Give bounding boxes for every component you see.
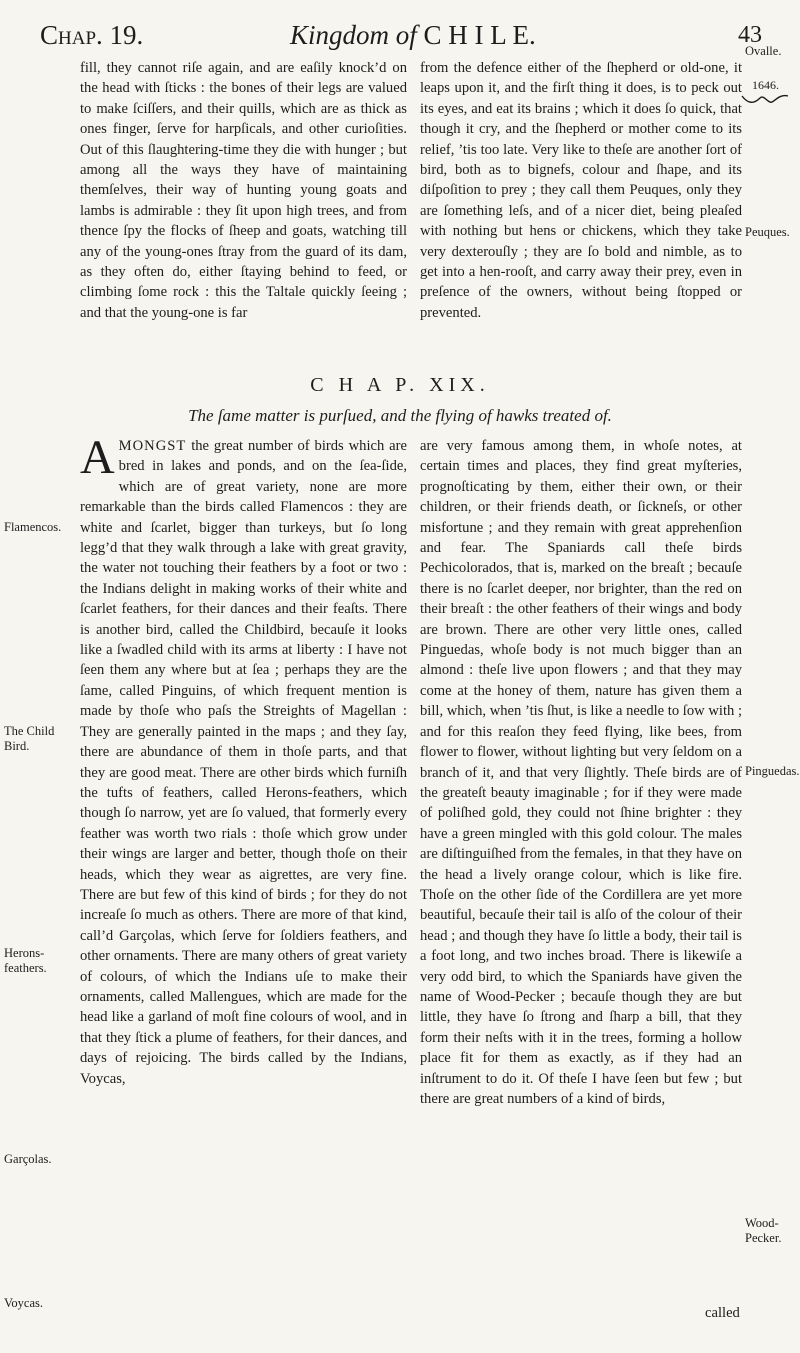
main-right-paragraph: are very famous among them, in whoſe notes, at certain times and places, they find great myſteries, prognoſticating by them, either their own, or their children, or their friends death, or ſickneſs, or other misfortune ; and they remain with great apprehenſion and fear. The Spaniards call theſe birds Pechicolorados, that is, marked on the breaſt ; becauſe there is no ſcarlet deeper, nor brighter, than the red on their breaſt : the other feathers of their wings and body are brown. There are other very little ones, called Pinguedas, whoſe body is not much bigger than an almond : theſe live upon flowers ; and that they may come at the honey of them, nature has given them a bill, which, when ’tis ſhut, is like a needle to ſow with ; and for this reaſon they feed flying, like bees, from flower to flower, without lighting but very ſeldom on a branch of it, and that very ſlightly. Theſe birds are of the greateſt beauty imaginable ; for if they were made of poliſhed gold, they could not ſhine brighter : they have a green mingled with this gold colour. The males are diſtinguiſhed from the females, in that they have on the head a lively orange colour, which is like fire. Thoſe on the other ſide of the Cordillera are yet more beautiful, becauſe their tail is alſo of the colour of their head ; and though they have ſo little a body, their tail is a foot long, and two inches broad. There is likewiſe a very odd bird, to which the Spaniards have given the name of Wood-Pecker ; becauſe though they are but little, they have ſo ſtrong and ſharp a bill, that they form their neſts with it in the trees, forming a hollow place fit for them as exactly, as if they had an inſtrument to do it. Of theſe I have ſeen but few ; but there are great numbers of a kind of birds, <box>420 438 742 1107</box>
margin-note-flamencos: Flamencos. <box>4 520 62 534</box>
main-right-column <box>420 436 742 1109</box>
page-number: 43 <box>738 22 762 48</box>
main-left-text: the great number of birds which are bred in lakes and ponds, and on the ſea-ſide, which are of great variety, none are more remarkable than the birds called Flamencos : they are white and ſcarlet, bigger than turkeys, but ſo long legg’d that they walk through a lake with great gravity, the water not touching their feathers by a foot or two : the Indians delight in making works of their white and ſcarlet feathers, for their dances and their feaſts. There is another bird, called the Childbird, becauſe it looks like a ſwadled child with its arms at liberty : I have not ſeen them any where but at ſea ; perhaps they are the ſame, called Pinguins, of which frequent mention is made by thoſe who paſs the Streights of Magellan : They are generally painted in the maps ; and they ſay, there are abundance of them in thoſe parts, and that they are good meat. There are other birds which furniſh the tufts of feathers, called Herons-feathers, which though ſo narrow, yet are ſo valued, that formerly every feather was worth two rials : thoſe which grow under their wings are larger and better, though thoſe on their heads, which they wear as aigrettes, are very fine. There are but few of this kind of birds ; for they do not increaſe ſo much as others. There are more of that kind, call’d Garçolas, which ſerve for ſoldiers feathers, and other ornaments. There are many others of great variety of colours, of which the Indians uſe to make their ornaments, called Mallengues, which are made for the head like a garland of moſt fine colours of wool, and in that they ſtick a plume of feathers, for their dances, and days of rejoicing. The birds called by the Indians, Voycas, <box>80 438 407 1087</box>
margin-note-voycas: Voycas. <box>4 1296 44 1310</box>
drop-cap: A <box>80 431 115 484</box>
margin-note-year: 1646. <box>752 78 779 92</box>
top-right-paragraph: from the defence either of the ſhepherd or old-one, it leaps upon it, and the firſt thing it does, is to peck out its eyes, and eat its brains ; which it does ſo quick, that though it cry, and the ſhepherd or mother come to its relief, ’tis too late. Very like to theſe are another ſort of bird, both as to bignefs, colour and ſhape, and its diſpoſition to prey ; they call them Peuques, only they are ſomething leſs, and of a nicer diet, being pleaſed with nothing but hens or chickens, which they take very dexterouſly ; they are ſo bold and nimble, as to get into a hen-rooſt, and carry away their prey, even in preſence of the owners, without being ſtopped or prevented. <box>420 60 742 321</box>
chapter-heading: C H A P. XIX. <box>310 374 490 396</box>
running-title <box>290 20 536 51</box>
margin-note-ovalle: Ovalle. <box>745 44 782 58</box>
chapter-label-text: Chap. 19. <box>40 20 144 50</box>
ornament-flourish-icon <box>740 92 790 106</box>
catchword: called <box>705 1305 740 1321</box>
main-left-column <box>80 431 407 1089</box>
margin-note-pinguedas: Pinguedas. <box>745 764 800 778</box>
margin-note-woodpecker: Wood-Pecker. <box>745 1216 782 1245</box>
margin-note-garcolas: Garçolas. <box>4 1152 52 1166</box>
top-left-paragraph: fill, they cannot riſe again, and are eaſily knock’d on the head with ſticks : the bones of their legs are valued to make ſciſſers, and their quills, which are as thick as ones finger, ſerve for harpſicals, and other curioſities. Out of this ſlaughtering-time they die with hunger ; but among all the ways they have of maintaining themſelves, their way of hunting young goats and lambs is admirable : they ſit upon high trees, and from thence ſpy the flocks of ſheep and goats, watching till any of the young-ones ſtray from the guard of its dam, as they often do, either ſtaying behind to feed, or climbing ſome rock : this the Taltale quickly ſeeing ; and that the young-one is far <box>80 60 407 321</box>
top-right-column <box>420 58 742 323</box>
top-left-column <box>80 58 407 323</box>
running-title-country: C H I L E. <box>423 20 536 50</box>
main-left-paragraph <box>80 431 407 1089</box>
running-title-italic: Kingdom of <box>290 20 417 50</box>
running-header <box>40 20 762 60</box>
margin-note-herons: Herons-feathers. <box>4 946 47 975</box>
margin-note-peuques: Peuques. <box>745 225 790 239</box>
margin-note-childbird: The Child Bird. <box>4 724 55 753</box>
chapter-subtitle: The ſame matter is purſued, and the flying of hawks treated of. <box>188 406 612 425</box>
opening-smallcaps: MONGST <box>118 438 187 454</box>
chapter-label <box>40 20 143 51</box>
